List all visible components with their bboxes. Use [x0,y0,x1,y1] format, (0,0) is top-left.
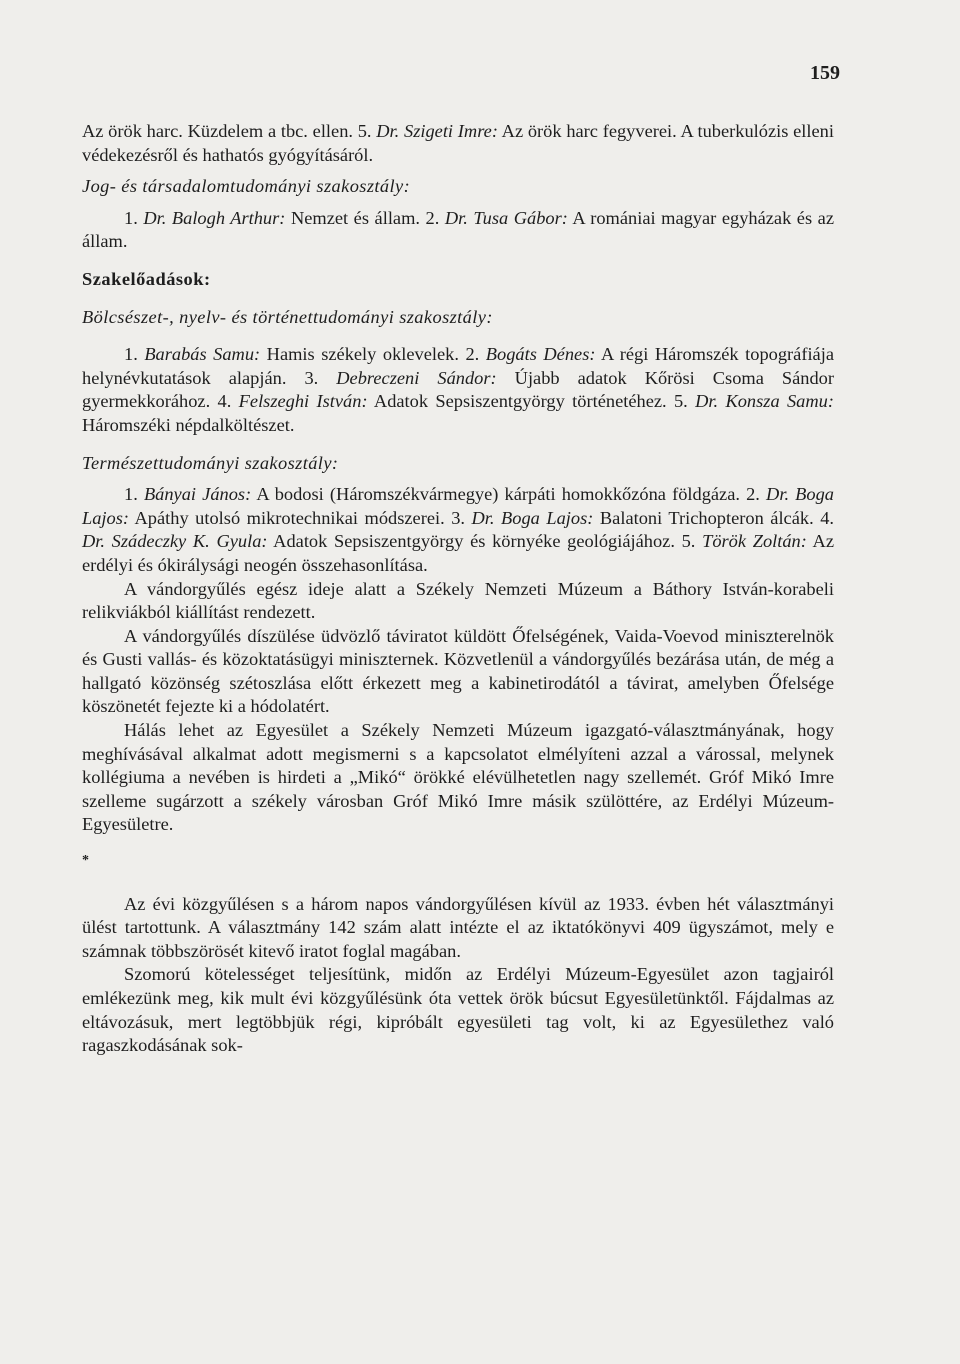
author-name: Dr. Boga Lajos: [471,507,594,528]
author-name: Dr. Konsza Samu: [695,391,834,412]
text-run: Adatok Sepsiszentgyörgy és környéke geológiájához. 5. [267,531,703,552]
text-run: 1. [124,484,144,505]
author-name: Dr. Tusa Gábor: [444,207,568,228]
text-run: Háromszéki népdalköltészet. [82,414,295,435]
section-heading-termeszettudomanyi: Természettudományi szakosztály: [82,452,339,473]
page-body [82,120,834,1058]
text-run: Adatok Sepsiszentgyörgy történetéhez. 5. [367,391,696,412]
text-run: A régi Háromszék topográfiája helynévkutatások alapján. 3. [82,344,834,388]
text-run: Az erdélyi és ókirálysági neogén összehasonlítása. [82,531,834,575]
text-run: Balatoni Trichopteron álcák. 4. [593,507,834,528]
paragraph-termeszet-lectures [82,483,834,577]
paragraph-kozgyules: Az évi közgyűlésen s a három napos vándorgyűlésen kívül az 1933. évben hét választmányi ülést tartottunk. A választmány 142 szám alatt intézte el az iktatókönyvi 409 ügyszámot, mely e számnak többszörösét kitevő iratot foglal magában. [82,893,834,961]
author-name: Dr. Boga Lajos: [82,484,834,528]
paragraph-szomoru: Szomorú kötelességet teljesítünk, midőn az Erdélyi Múzeum-Egyesület azon tagjairól emlékezünk meg, kik mult évi közgyűlésünk óta vettek örök búcsut Egyesületünktől. Fájdalmas az eltávozásuk, mert legtöbbjük régi, kipróbált egyesületi tag volt, ki az Egyesülethez való ragaszkodásának sok- [82,964,834,1056]
author-name: Dr. Szigeti Imre: [376,121,498,141]
text-run: 1. [124,344,145,365]
paragraph-az-orok-harc [82,120,834,167]
paragraph-kiallitas: A vándorgyűlés egész ideje alatt a Székely Nemzeti Múzeum a Báthory István-korabeli relikviákból kiállítást rendezett. [82,578,834,623]
section-heading-bolcseszet: Bölcsészet-, nyelv- és történettudományi szakosztály: [82,306,493,327]
author-name: Bogáts Dénes: [485,344,596,365]
text-run: 1. [124,207,144,228]
text-run: A romániai magyar egyházak és az állam. [82,207,835,252]
section-heading-szakeloadasok: Szakelőadások: [82,268,211,289]
text-run: Újabb adatok Kőrösi Csoma Sándor gyermekkorához. 4. [82,367,835,412]
author-name: Felszeghi István: [238,391,368,412]
author-name: Barabás Samu: [144,344,261,365]
text-run: Az örök harc. Küzdelem a tbc. ellen. 5. [82,121,377,141]
author-name: Dr. Balogh Arthur: [143,207,286,228]
page-number: 159 [810,62,840,84]
text-run: Apáthy utolsó mikrotechnikai módszerei. 3. [129,507,472,528]
text-run: Az örök harc fegyverei. A tuberkulózis elleni védekezésről és hathatós gyógyításáról. [82,121,834,165]
paragraph-halas: Hálás lehet az Egyesület a Székely Nemzeti Múzeum igazgató-választmányának, hogy meghívásával alkalmat adott megismerni s a kapcsolatot elmélyíteni azzal a várossal, melynek kollégiuma a nevében is hirdeti a „Mikó“ örökké elévülhetetlen nagy szellemét. Gróf Mikó Imre szelleme sugárzott a székely városban Gróf Mikó Imre másik szülöttére, az Erdélyi Múzeum-Egyesületre. [82,720,834,835]
author-name: Dr. Szádeczky K. Gyula: [82,531,268,552]
text-run: Hamis székely oklevelek. 2. [260,344,486,365]
text-run: Nemzet és állam. 2. [285,207,445,228]
author-name: Bányai János: [143,484,252,505]
paragraph-bolcseszet-lectures [82,343,834,437]
author-name: Debreczeni Sándor: [336,367,497,388]
section-separator: * [82,853,89,869]
text-run: A bodosi (Háromszékvármegye) kárpáti homokkőzóna földgáza. 2. [251,484,767,505]
section-heading-jog: Jog- és társadalomtudományi szakosztály: [82,176,411,197]
paragraph-tavirat: A vándorgyűlés díszülése üdvözlő táviratot küldött Őfelségének, Vaida-Voevod miniszterelnök és Gusti vallás- és közoktatásügyi miniszternek. Közvetlenül a vándorgyűlés bezárása után, de még a hallgató közönség szétoszlása előtt érkezett meg a kabinetirodától a távirat, amelyben Őfelsége köszönetét fejezte ki a hódolatért. [82,625,834,717]
author-name: Török Zoltán: [702,531,807,552]
paragraph-jog-lectures [82,207,834,254]
